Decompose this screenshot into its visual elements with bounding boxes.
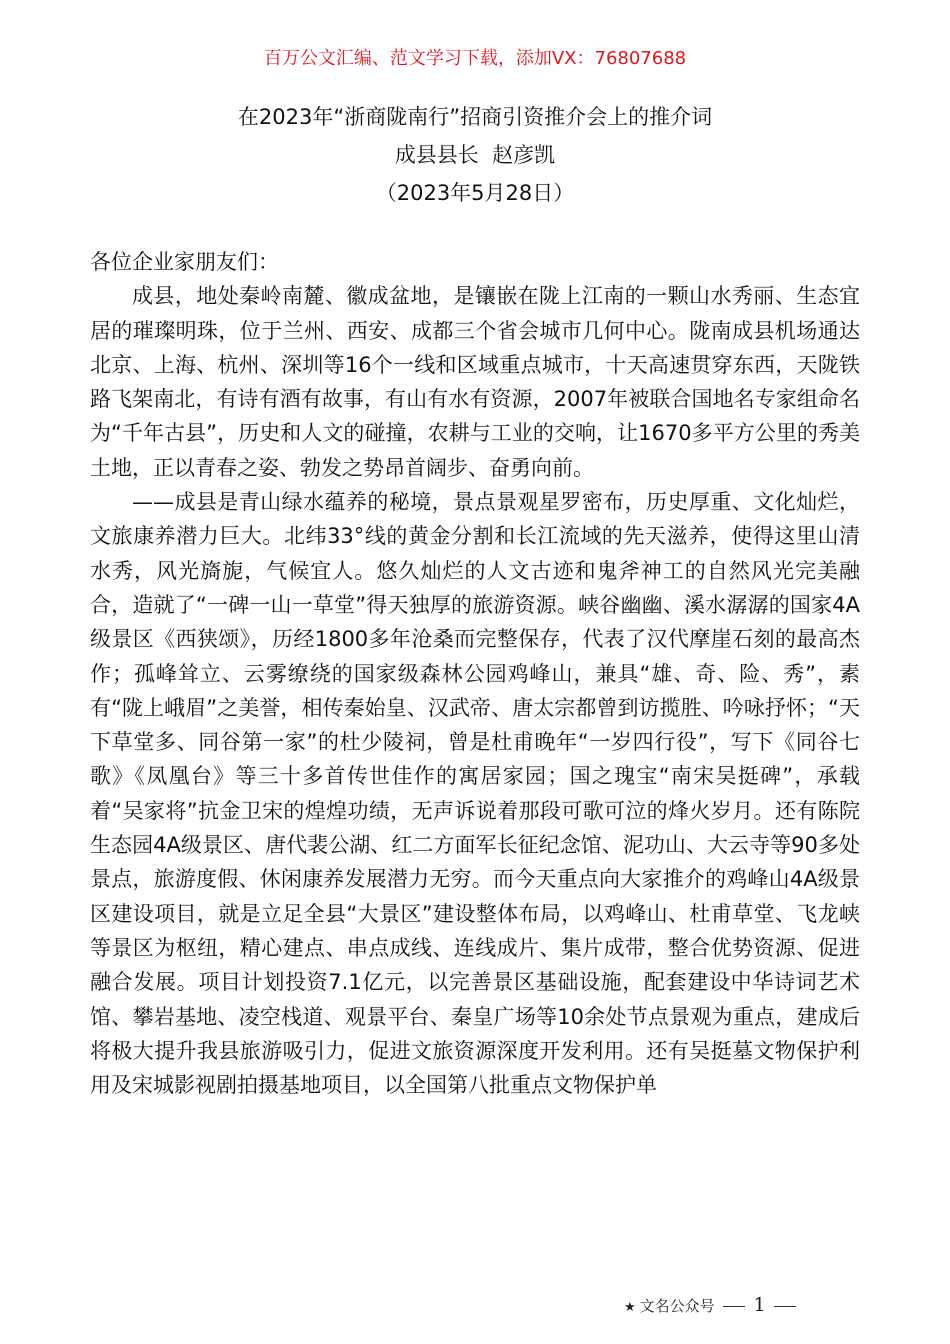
paragraph-tourism: ——成县是青山绿水蕴养的秘境，景点景观星罗密布，历史厚重、文化灿烂，文旅康养潜力巨大。北纬33°线的黄金分割和长江流域的先天滋养，使得这里山清水秀，风光旖旎，气候宜人。悠久灿烂的人文古迹和鬼斧神工的自然风光完美融合，造就了“一碑一山一草堂”得天独厚的旅游资源。峡谷幽幽、溪水潺潺的国家4A级景区《西狭颂》，历经1800多年沧桑而完整保存，代表了汉代摩崖石刻的最高杰作；孤峰耸立、云雾缭绕的国家级森林公园鸡峰山，兼具“雄、奇、险、秀”，素有“陇上峨眉”之美誉，相传秦始皇、汉武帝、唐太宗都曾到访揽胜、吟咏抒怀；“天下草堂多、同谷第一家”的杜少陵祠，曾是杜甫晚年“一岁四行役”，写下《同谷七歌》《凤凰台》等三十多首传世佳作的寓居家园；国之瑰宝“南宋吴挺碑”，承载着“吴家将”抗金卫宋的煌煌功绩，无声诉说着那段可歌可泣的烽火岁月。还有陈院生态园4A级景区、唐代裴公湖、红二方面军长征纪念馆、泥功山、大云寺等90多处景点，旅游度假、休闲康养发展潜力无穷。而今天重点向大家推介的鸡峰山4A级景区建设项目，就是立足全县“大景区”建设整体布局，以鸡峰山、杜甫草堂、飞龙峡等景区为枢纽，精心建点、串点成线、连线成片、集片成带，整合优势资源、促进融合发展。项目计划投资7.1亿元，以完善景区基础设施，配套建设中华诗词艺术馆、攀岩基地、凌空栈道、观景平台、秦皇广场等10余处节点景观为重点，建成后将极大提升我县旅游吸引力，促进文旅资源深度开发利用。还有吴挺墓文物保护利用及宋城影视剧拍摄基地项目，以全国第八批重点文物保护单 bbox=[90, 490, 860, 1098]
speech-title: 在2023年“浙商陇南行”招商引资推介会上的推介词 bbox=[237, 105, 713, 129]
speech-date: （2023年5月28日） bbox=[375, 181, 575, 205]
speaker-line: 成县县长 赵彦凯 bbox=[394, 143, 556, 167]
header-promo-note: 百万公文汇编、范文学习下载，添加VX：76807688 bbox=[263, 48, 687, 69]
page-footer bbox=[624, 1293, 800, 1320]
salutation: 各位企业家朋友们： bbox=[90, 250, 279, 274]
dash-divider bbox=[774, 1306, 796, 1307]
body-text bbox=[90, 245, 860, 1102]
title-block bbox=[0, 98, 950, 212]
star-icon: ★ bbox=[624, 1300, 636, 1315]
page-number: 1 bbox=[753, 1294, 766, 1316]
footer-label: 文名公众号 bbox=[639, 1297, 715, 1315]
dash-divider bbox=[723, 1306, 745, 1307]
paragraph-intro: 成县，地处秦岭南麓、徽成盆地，是镶嵌在陇上江南的一颗山水秀丽、生态宜居的璀璨明珠，位于兰州、西安、成都三个省会城市几何中心。陇南成县机场通达北京、上海、杭州、深圳等16个一线和区域重点城市，十天高速贯穿东西，天陇铁路飞架南北，有诗有酒有故事，有山有水有资源，2007年被联合国地名专家组命名为“千年古县”，历史和人文的碰撞，农耕与工业的交响，让1670多平方公里的秀美土地，正以青春之姿、勃发之势昂首阔步、奋勇向前。 bbox=[90, 284, 860, 480]
